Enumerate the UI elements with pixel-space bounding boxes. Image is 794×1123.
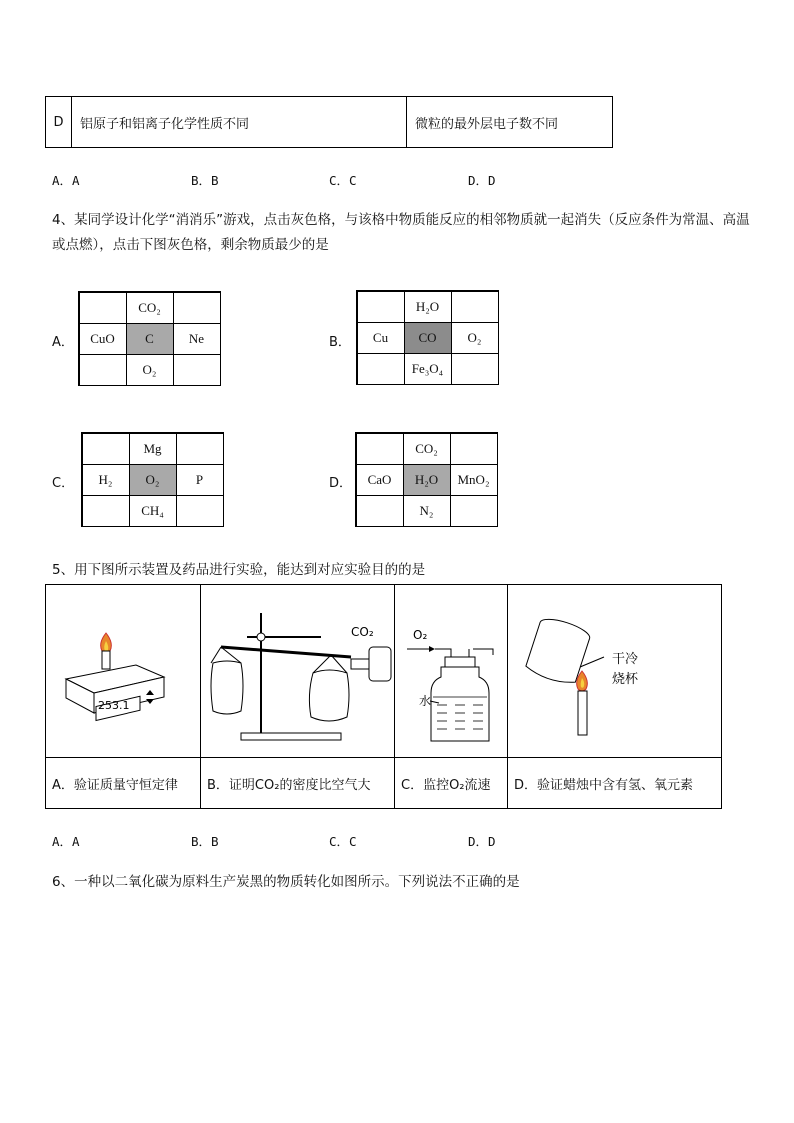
grid-c[interactable] [81,432,224,527]
q5-caption-c: C．监控O₂流速 [401,778,491,793]
q5-apparatus-table [45,584,722,809]
gas-wash-bottle-apparatus [395,585,507,757]
q3-option-a[interactable]: A．A [52,173,80,188]
lever-balance-apparatus [201,585,394,757]
balance-candle-apparatus [46,585,200,757]
cell-top: Mg [129,433,177,465]
cell-bottom: CH₄ [129,495,177,527]
row-reason: 微粒的最外层电子数不同 [415,116,559,132]
cell-left: CuO [79,323,127,355]
q5-question-text: 5、用下图所示装置及药品进行实验，能达到对应实验目的的是 [52,562,426,578]
grid-c-label[interactable]: C． [52,476,75,491]
cell-gray[interactable]: CO [404,322,452,354]
cell-right: O₂ [451,322,499,354]
water-label: 水 [419,694,432,708]
q6-question-text: 6、一种以二氧化碳为原料生产炭黑的物质转化如图所示。下列说法不正确的是 [52,874,520,890]
q3-option-c[interactable]: C．C [329,173,357,188]
cell-top: CO₂ [126,292,174,324]
q4-question-text: 4、某同学设计化学“消消乐”游戏，点击灰色格，与该格中物质能反应的相邻物质就一起消失（反应条件为常温、高温或点燃），点击下图灰色格，剩余物质最少的是 [52,212,750,253]
o2-label: O₂ [413,628,428,642]
beaker-label-2: 烧杯 [612,672,639,687]
grid-a[interactable] [78,291,221,386]
cell-right: Ne [173,323,221,355]
q3-option-b[interactable]: B．B [191,173,219,188]
scale-reading: 253.1 [98,699,130,712]
q5-caption-b: B．证明CO₂的密度比空气大 [207,778,371,793]
cell-top: H₂O [404,291,452,323]
cell-left: CaO [356,464,404,496]
q3-option-d[interactable]: D．D [468,173,496,188]
cell-left: H₂ [82,464,130,496]
q5-option-b[interactable]: B．B [191,834,219,849]
grid-a-label[interactable]: A． [52,335,74,350]
cell-gray[interactable]: H₂O [403,464,451,496]
cell-bottom: O₂ [126,354,174,386]
q5-option-c[interactable]: C．C [329,834,357,849]
q3-table-row-d [45,96,613,148]
q5-caption-d: D．验证蜡烛中含有氢、氧元素 [514,778,694,793]
grid-d-label[interactable]: D． [329,476,353,491]
grid-d[interactable] [355,432,498,527]
cell-bottom: Fe₃O₄ [404,353,452,385]
cell-gray[interactable]: C [126,323,174,355]
row-letter: D [46,97,72,147]
cell-right: P [176,464,224,496]
q5-option-a[interactable]: A．A [52,834,80,849]
cell-gray[interactable]: O₂ [129,464,177,496]
beaker-label-1: 干冷 [612,652,639,667]
cell-bottom: N₂ [403,495,451,527]
q5-option-d[interactable]: D．D [468,834,496,849]
co2-label: CO₂ [351,625,374,639]
grid-b-label[interactable]: B． [329,335,351,350]
row-statement: 铝原子和铝离子化学性质不同 [72,97,407,147]
cell-left: Cu [357,322,405,354]
beaker-candle-apparatus [508,585,722,757]
q5-caption-a: A．验证质量守恒定律 [52,778,178,793]
grid-b[interactable] [356,290,499,385]
cell-top: CO₂ [403,433,451,465]
cell-right: MnO₂ [450,464,498,496]
